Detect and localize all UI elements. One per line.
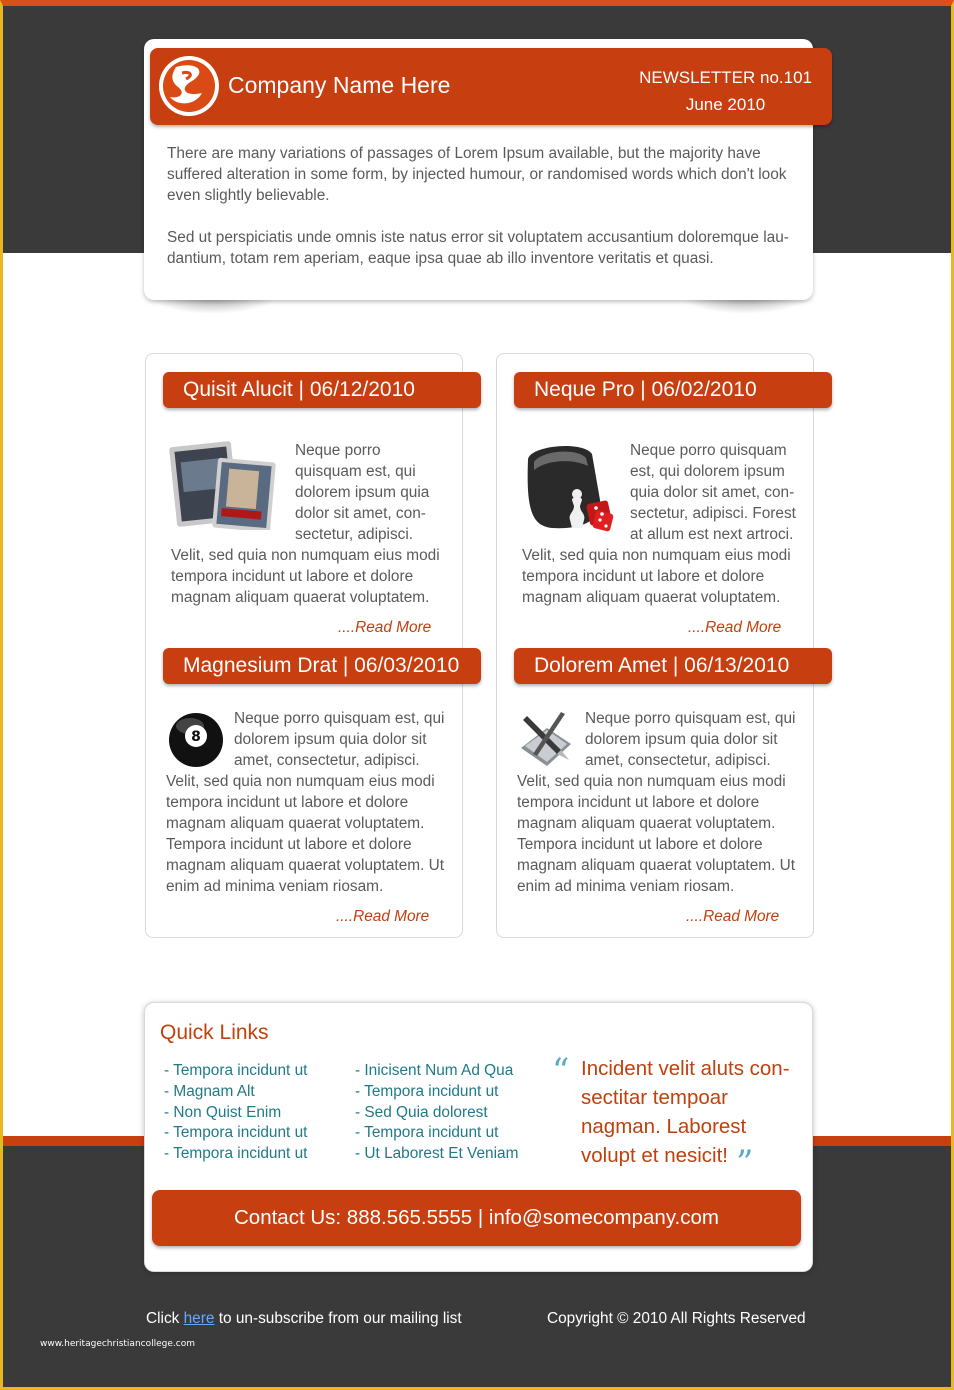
- article-body: Neque porro quisquam est, qui dolorem ipsum quia dolor sit amet, consectetur, adipisci. Velit, sed quia non numquam eius modi tempora incidunt ut labore et dolore magnam aliquam quaerat voluptatem. Tempora incidunt ut labore et dolore magnam aliquam quaerat voluptatem. Ut enim ad minima veniam riosam.: [517, 710, 796, 895]
- quick-link[interactable]: - Magnam Alt: [164, 1082, 255, 1100]
- article-title[interactable]: Magnesium Drat | 06/03/2010: [163, 648, 481, 684]
- games-bag-icon: [522, 440, 622, 536]
- intro-paragraph: There are many variations of passages of Lorem Ipsum available, but the majority have suffered alteration in some form, by injected humour, or randomised words which don't look even slightly believable.: [167, 145, 787, 204]
- dvd-cases-icon: [167, 440, 287, 530]
- newsletter-number: NEWSLETTER no.101: [639, 68, 812, 87]
- unsubscribe-text: Click here to un-subscribe from our mailing list: [146, 1310, 462, 1327]
- quick-link[interactable]: - Tempora incidunt ut: [164, 1124, 308, 1142]
- read-more-link[interactable]: ....Read More: [336, 908, 430, 925]
- testimonial-quote: [552, 1051, 802, 1183]
- intro-paragraph: Sed ut perspiciatis unde omnis iste natus error sit voluptatem accusantium doloremque lau-dantium, totam rem aperiam, eaque ipsa quae ab illo inventore veritatis et quasi.: [167, 229, 789, 267]
- article-title[interactable]: Neque Pro | 06/02/2010: [514, 372, 832, 408]
- company-logo-icon: [156, 53, 222, 119]
- eight-ball-icon: [166, 708, 226, 768]
- open-quote-icon: “: [552, 1051, 570, 1091]
- quick-links-title: Quick Links: [160, 1021, 269, 1044]
- article-title[interactable]: Quisit Alucit | 06/12/2010: [163, 372, 481, 408]
- watermark-text: www.heritagechristiancollege.com: [40, 1339, 195, 1349]
- read-more-link[interactable]: ....Read More: [338, 619, 432, 636]
- intro-text: [167, 143, 792, 269]
- header-bar: [150, 48, 832, 125]
- quick-link[interactable]: - Sed Quia dolorest: [355, 1103, 488, 1121]
- article-body: 8 Neque porro quisquam est, qui dolorem ipsum quia dolor sit amet, consectetur, adipisci. Velit, sed quia non numquam eius modi tempora incidunt ut labore et dolore magnam aliquam quaerat voluptatem. Tempora incidunt ut labore et dolore magnam aliquam quaerat voluptatem. Ut enim ad minima veniam riosam.: [166, 710, 445, 895]
- quote-text: Incident velit aluts con-sectitar tempoar nagman. Laborest volupt et nesicit!: [581, 1057, 790, 1167]
- quick-link[interactable]: - Tempora incidunt ut: [164, 1145, 308, 1163]
- quick-link[interactable]: - Inicisent Num Ad Qua: [355, 1062, 514, 1079]
- article-body: Neque porro quisquam est, qui dolorem ipsum quia dolor sit amet, con-sectetur, adipisci. Forest at allum est next artroci. Velit, sed quia non numquam eius modi tempora incidunt ut labore et dolore magnam aliquam quaerat voluptatem.: [522, 442, 796, 606]
- newsletter-date: June 2010: [685, 95, 766, 114]
- svg-text:8: 8: [191, 729, 201, 745]
- quick-link[interactable]: - Tempora incidunt ut: [355, 1082, 499, 1100]
- newsletter-info: [639, 64, 812, 118]
- quick-link[interactable]: - Tempora incidunt ut: [355, 1124, 499, 1142]
- read-more-link[interactable]: ....Read More: [686, 908, 780, 925]
- company-name: Company Name Here: [228, 72, 451, 98]
- quick-link[interactable]: - Tempora incidunt ut: [164, 1062, 308, 1079]
- pen-tools-icon: [517, 708, 577, 770]
- quick-link[interactable]: - Non Quist Enim: [164, 1103, 282, 1121]
- article-title[interactable]: Dolorem Amet | 06/13/2010: [514, 648, 832, 684]
- quick-links-column-1: [164, 1061, 307, 1165]
- unsubscribe-link[interactable]: here: [183, 1310, 215, 1327]
- article-body: Neque porro quisquam est, qui dolorem ipsum quia dolor sit amet, con-sectetur, adipisci. Velit, sed quia non numquam eius modi tempora incidunt ut labore et dolore magnam aliquam quaerat voluptatem.: [171, 440, 443, 608]
- quick-link[interactable]: - Ut Laborest Et Veniam: [355, 1145, 519, 1163]
- read-more-link[interactable]: ....Read More: [688, 619, 782, 636]
- quick-links-column-2: [355, 1061, 518, 1165]
- contact-bar: Contact Us: 888.565.5555 | info@somecompany.com: [152, 1190, 801, 1246]
- copyright-text: Copyright © 2010 All Rights Reserved: [547, 1310, 806, 1327]
- close-quote-icon: ”: [736, 1143, 754, 1183]
